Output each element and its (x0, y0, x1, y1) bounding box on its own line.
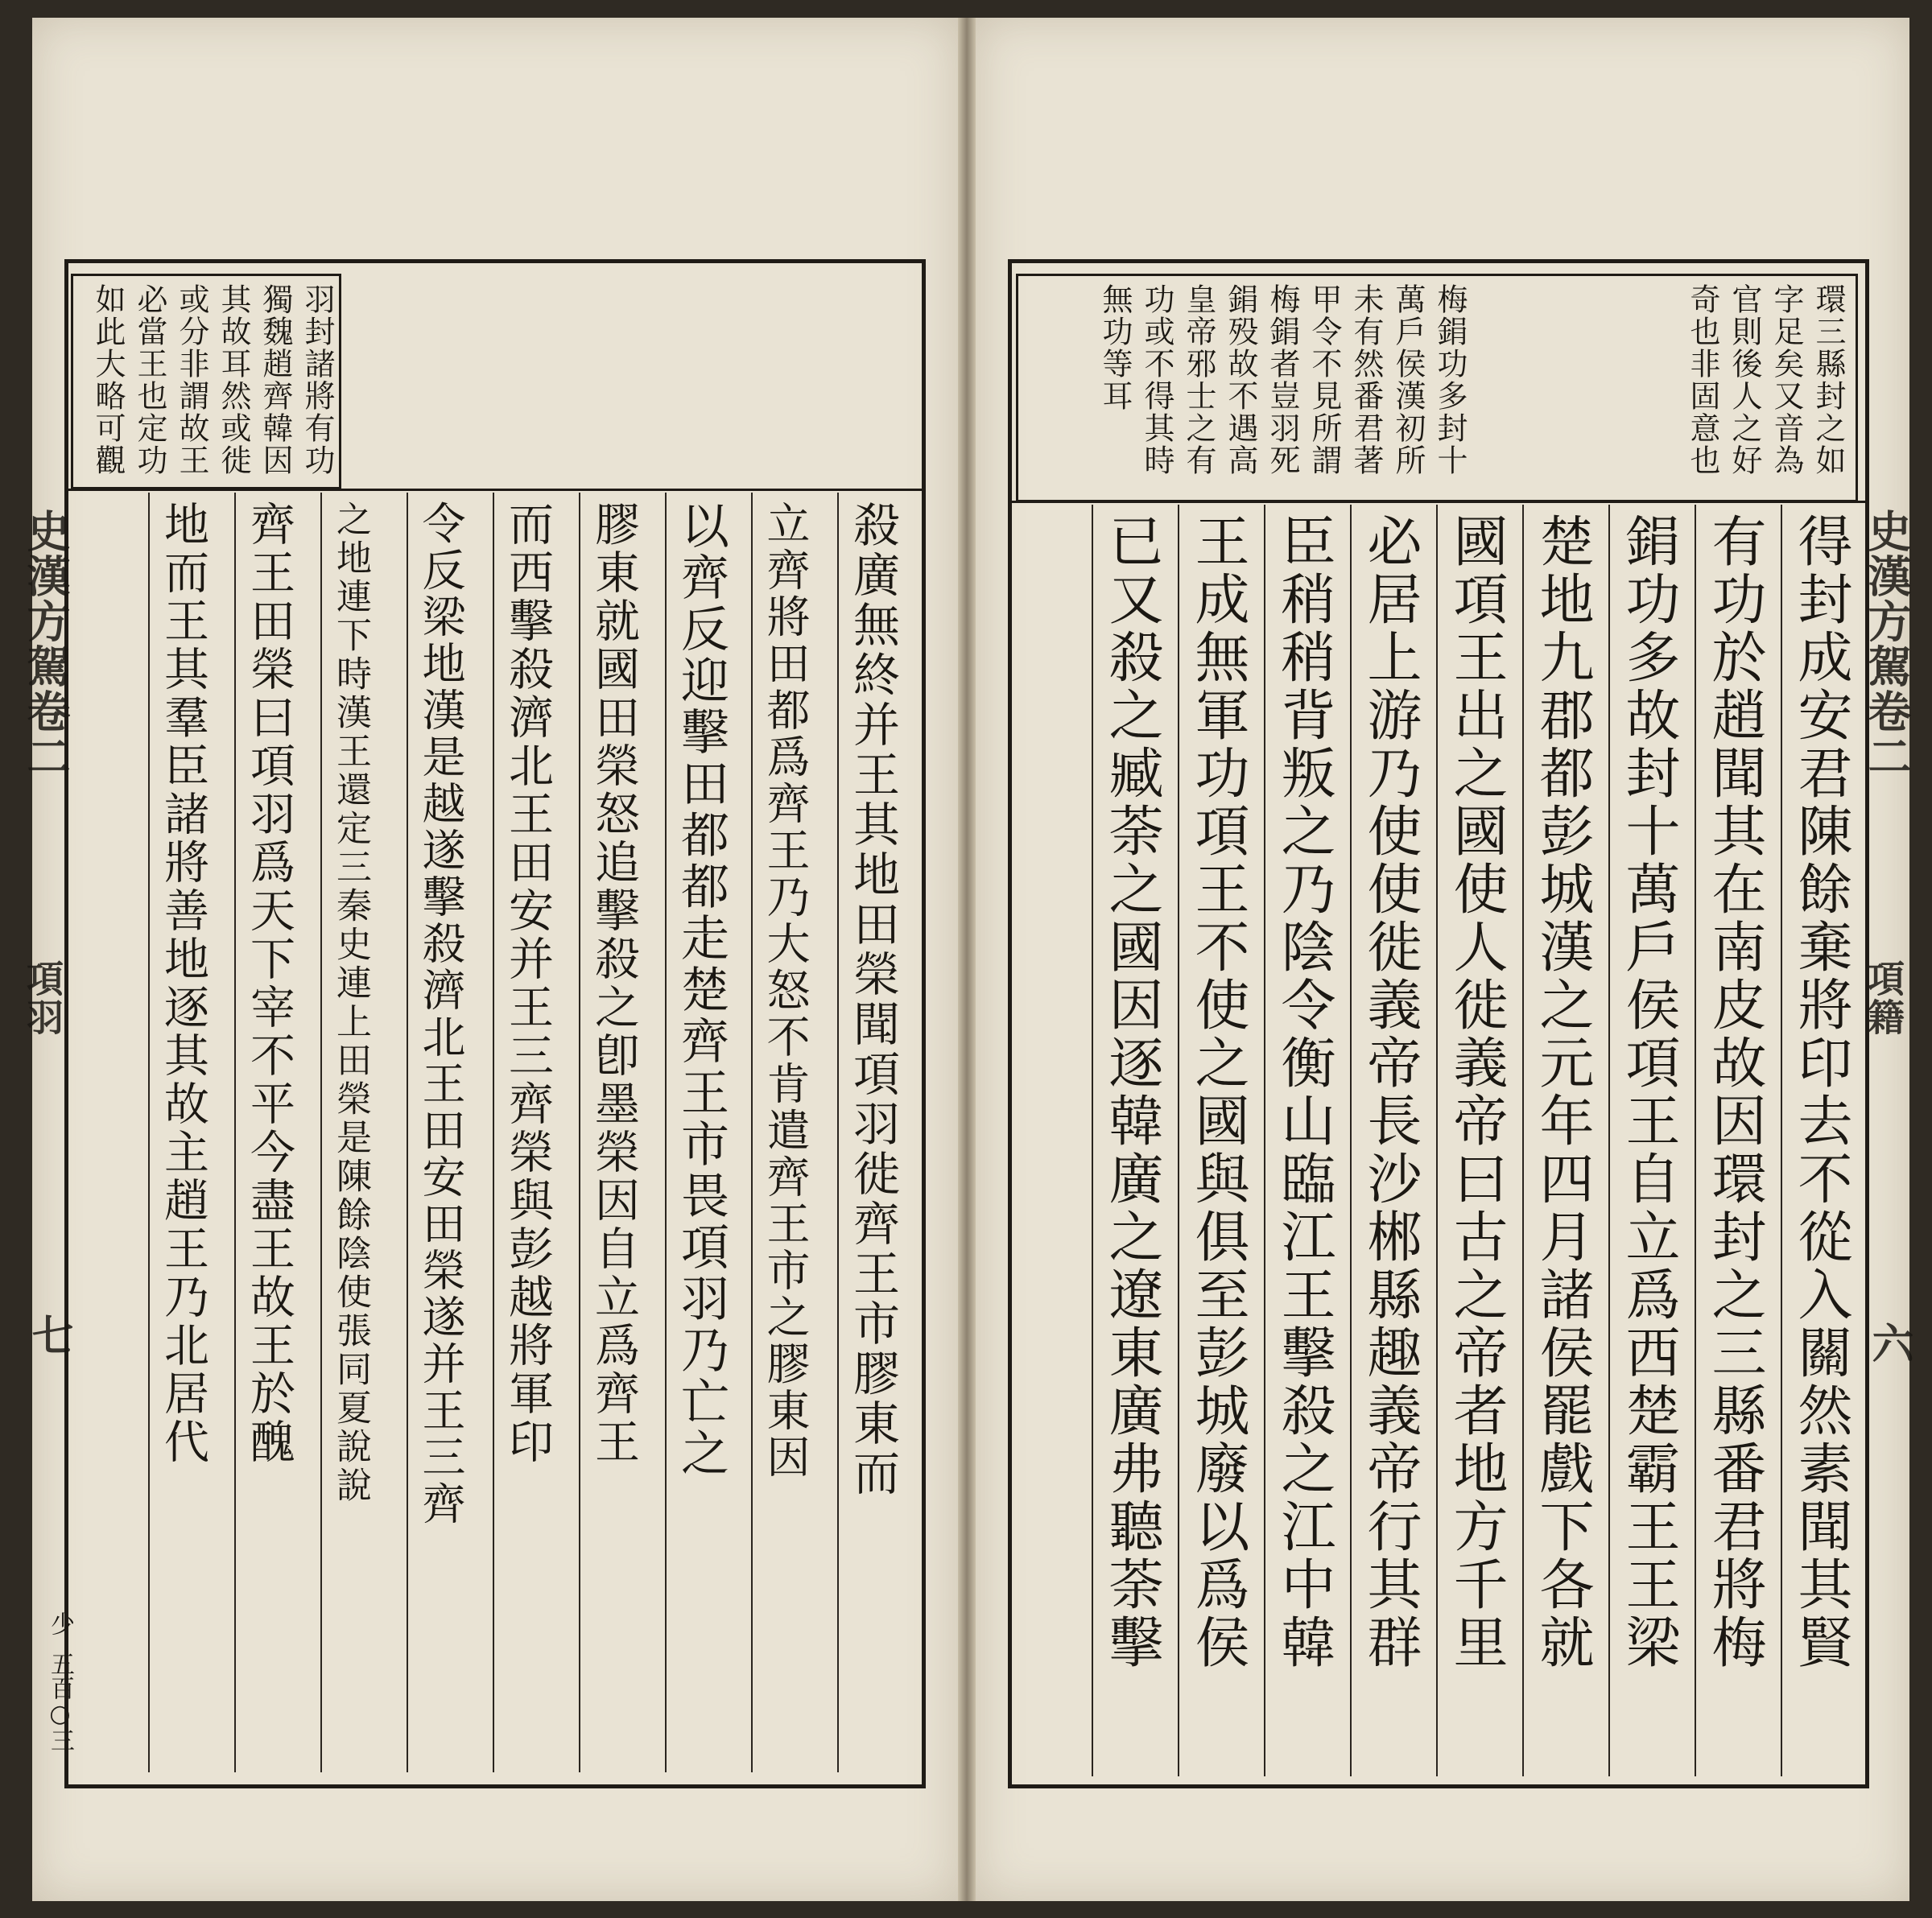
right-main-column: 已又殺之臧荼之國因逐韓廣之遼東廣弗聽荼擊 (1100, 513, 1163, 1672)
left-main-column: 之地連下時漢王還定三秦史連上田榮是陳餘陰使張同夏說說 (330, 501, 371, 1505)
right-commentary-line: 甲令不見所謂 (1307, 283, 1342, 476)
right-commentary-line: 字足矣又音為 (1769, 283, 1804, 476)
left-margin-title: 史漢方駕卷二 (20, 509, 72, 779)
right-commentary-line: 功或不得其時 (1139, 283, 1174, 476)
right-main-column: 必居上游乃使使徙義帝長沙郴縣趣義帝行其群 (1358, 513, 1422, 1672)
right-main-column: 得封成安君陳餘棄將印去不從入關然素聞其賢 (1789, 513, 1852, 1672)
left-main-column: 齊王田榮曰項羽爲天下宰不平今盡王故王於醜 (243, 501, 295, 1466)
right-main-column: 鋗功多故封十萬戶侯項王自立爲西楚霸王王梁 (1616, 513, 1680, 1672)
left-commentary-line: 其故耳然或徙 (216, 283, 251, 476)
left-main-column: 膠東就國田榮怒追擊殺之卽墨榮因自立爲齊王 (588, 501, 640, 1466)
right-commentary-line: 無功等耳 (1097, 283, 1133, 412)
book-gutter (958, 18, 976, 1901)
left-margin-folio: 七 (24, 1314, 73, 1357)
right-commentary-line: 奇也非固意也 (1685, 283, 1720, 476)
right-main-column: 楚地九郡都彭城漢之元年四月諸侯罷戲下各就 (1530, 513, 1594, 1672)
right-main-column: 王成無軍功項王不使之國與俱至彭城廢以爲侯 (1186, 513, 1249, 1672)
right-commentary-line: 皇帝邪士之有 (1181, 283, 1216, 476)
left-main-column: 以齊反迎擊田都都走楚齊王市畏項羽乃亡之 (673, 501, 729, 1479)
right-main-column: 國項王出之國使人徙義帝曰古之帝者地方千里 (1444, 513, 1508, 1672)
left-page (20, 18, 958, 1901)
left-commentary-line: 獨魏趙齊韓因 (258, 283, 293, 476)
left-margin-subtitle: 項羽 (21, 959, 64, 1037)
left-commentary-line: 羽封諸將有功 (299, 283, 335, 476)
right-margin-title: 史漢方駕卷二 (1861, 509, 1913, 779)
right-commentary-line: 未有然番君著 (1348, 283, 1384, 476)
left-margin-count: 五百○三 (46, 1652, 74, 1752)
right-commentary-line: 萬戶侯漢初所 (1390, 283, 1426, 476)
left-commentary-line: 必當王也定功 (132, 283, 167, 476)
right-commentary-line: 環三縣封之如 (1810, 283, 1846, 476)
right-commentary-line: 梅鋗者豈羽死 (1265, 283, 1300, 476)
left-main-column: 令反梁地漢是越遂擊殺濟北王田安田榮遂并王三齊 (415, 501, 466, 1528)
right-margin-subtitle: 項籍 (1862, 959, 1905, 1037)
right-main-column: 臣稍稍背叛之乃陰令衡山臨江王擊殺之江中韓 (1272, 513, 1335, 1672)
right-main-column: 有功於趙聞其在南皮故因環封之三縣番君將梅 (1703, 513, 1766, 1672)
right-page (976, 18, 1913, 1901)
right-margin-folio: 六 (1864, 1322, 1913, 1365)
left-commentary-line: 或分非謂故王 (174, 283, 209, 476)
left-main-column: 地而王其羣臣諸將善地逐其故主趙王乃北居代 (157, 501, 209, 1466)
left-margin-note: 少 (46, 1611, 74, 1635)
left-commentary-line: 如此大略可觀 (90, 283, 126, 476)
right-commentary-line: 鋗殁故不遇高 (1223, 283, 1258, 476)
left-main-column: 而西擊殺濟北王田安并王三齊榮與彭越將軍印 (502, 501, 554, 1466)
left-main-column: 立齊將田都爲齊王乃大怒不肯遣齊王市之膠東因 (760, 501, 811, 1481)
right-commentary-line: 梅鋗功多封十 (1432, 283, 1468, 476)
left-main-column: 殺廣無終并王其地田榮聞項羽徙齊王市膠東而 (845, 501, 900, 1499)
right-commentary-line: 官則後人之好 (1727, 283, 1762, 476)
